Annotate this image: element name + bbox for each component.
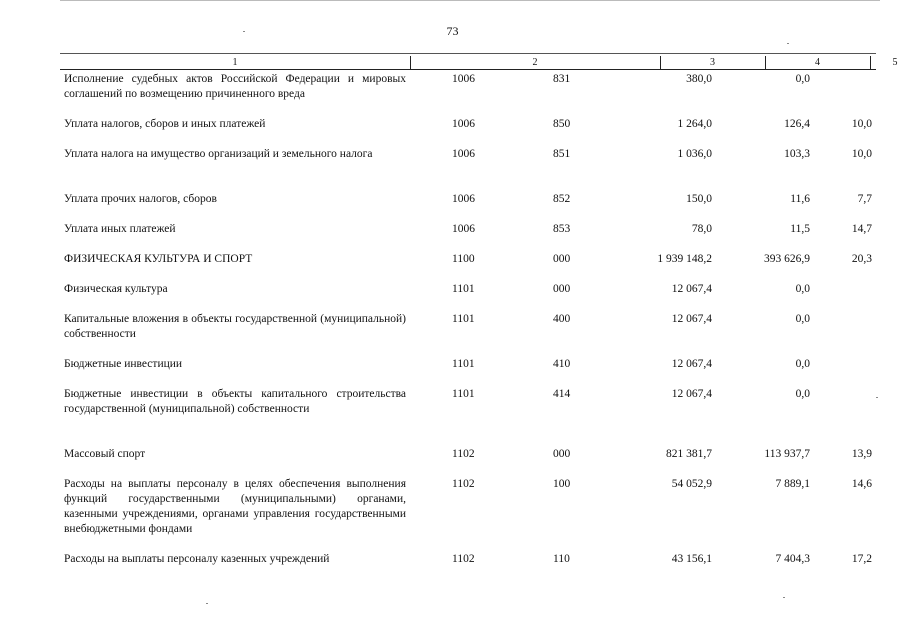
cell-actual: 0,0	[795, 358, 810, 370]
cell-plan: 12 067,4	[671, 358, 712, 370]
scan-speck	[206, 603, 208, 604]
cell-name: Расходы на выплаты персоналу в целях обеспечения выполнения функций государственными (муниципальными) органами, казенными учреждениями, органами управления государственными внебюджетными фондами	[64, 478, 406, 535]
header-col-1: 1	[232, 57, 238, 68]
cell-type: 414	[553, 388, 571, 400]
cell-section: 1101	[452, 283, 475, 295]
cell-section: 1100	[452, 253, 475, 265]
cell-actual: 11,6	[790, 193, 810, 205]
cell-type: 000	[553, 253, 571, 265]
header-col-3: 3	[710, 57, 715, 68]
scan-speck	[876, 397, 878, 398]
cell-type: 853	[553, 223, 571, 235]
cell-plan: 43 156,1	[671, 553, 712, 565]
cell-section: 1006	[452, 118, 475, 130]
cell-actual: 11,5	[790, 223, 810, 235]
cell-plan: 821 381,7	[666, 448, 712, 460]
cell-actual: 0,0	[795, 313, 810, 325]
cell-percent: 7,7	[857, 193, 872, 205]
cell-type: 410	[553, 358, 571, 370]
cell-name: ФИЗИЧЕСКАЯ КУЛЬТУРА И СПОРТ	[64, 253, 253, 265]
cell-type: 100	[553, 478, 571, 490]
cell-plan: 78,0	[691, 223, 712, 235]
table-header-row	[60, 56, 898, 70]
cell-plan: 12 067,4	[671, 283, 712, 295]
cell-name: Уплата налогов, сборов и иных платежей	[64, 118, 266, 130]
cell-actual: 7 404,3	[775, 553, 810, 565]
cell-type: 851	[553, 148, 571, 160]
cell-section: 1006	[452, 73, 475, 85]
cell-section: 1102	[452, 553, 475, 565]
cell-section: 1006	[452, 193, 475, 205]
cell-actual: 7 889,1	[775, 478, 810, 490]
cell-section: 1006	[452, 223, 475, 235]
cell-percent: 13,9	[851, 448, 872, 460]
cell-percent: 20,3	[851, 253, 872, 265]
cell-name: Массовый спорт	[64, 448, 146, 460]
cell-actual: 393 626,9	[764, 253, 810, 265]
cell-name: Капитальные вложения в объекты государственной (муниципальной) собственности	[64, 313, 406, 340]
cell-actual: 0,0	[795, 283, 810, 295]
cell-plan: 380,0	[686, 73, 712, 85]
scan-speck	[783, 597, 785, 598]
cell-section: 1101	[452, 358, 475, 370]
top-border-line	[60, 0, 880, 1]
cell-plan: 1 036,0	[677, 148, 712, 160]
scan-speck	[787, 43, 789, 44]
cell-actual: 113 937,7	[764, 448, 810, 460]
cell-plan: 1 264,0	[677, 118, 712, 130]
cell-name: Бюджетные инвестиции в объекты капитального строительства государственной (муниципальной) собственности	[64, 388, 406, 415]
cell-plan: 150,0	[686, 193, 712, 205]
cell-name: Бюджетные инвестиции	[64, 358, 183, 370]
cell-plan: 1 939 148,2	[657, 253, 712, 265]
cell-section: 1102	[452, 478, 475, 490]
cell-name: Физическая культура	[64, 283, 168, 295]
cell-type: 000	[553, 283, 571, 295]
cell-name: Расходы на выплаты персоналу казенных учреждений	[64, 553, 330, 565]
header-col-4: 4	[815, 57, 820, 68]
cell-plan: 54 052,9	[671, 478, 712, 490]
cell-name: Уплата иных платежей	[64, 223, 176, 235]
cell-name: Уплата налога на имущество организаций и земельного налога	[64, 148, 373, 160]
page-number: 73	[446, 24, 459, 38]
cell-actual: 0,0	[795, 73, 810, 85]
cell-percent: 10,0	[851, 118, 872, 130]
cell-section: 1101	[452, 388, 475, 400]
cell-section: 1006	[452, 148, 475, 160]
cell-name: Исполнение судебных актов Российской Федерации и мировых соглашений по возмещению причиненного вреда	[64, 73, 406, 100]
header-col-2: 2	[532, 57, 538, 68]
cell-actual: 0,0	[795, 388, 810, 400]
cell-actual: 103,3	[784, 148, 810, 160]
cell-type: 852	[553, 193, 571, 205]
cell-section: 1102	[452, 448, 475, 460]
cell-percent: 10,0	[851, 148, 872, 160]
cell-percent: 14,7	[851, 223, 872, 235]
cell-percent: 17,2	[851, 553, 872, 565]
cell-name: Уплата прочих налогов, сборов	[64, 193, 217, 205]
cell-type: 400	[553, 313, 571, 325]
cell-actual: 126,4	[784, 118, 810, 130]
cell-type: 110	[553, 553, 570, 565]
cell-type: 831	[553, 73, 571, 85]
header-col-5: 5	[892, 57, 898, 68]
table-header-top-line	[60, 53, 876, 54]
cell-plan: 12 067,4	[671, 388, 712, 400]
cell-section: 1101	[452, 313, 475, 325]
scan-speck	[243, 31, 245, 32]
cell-percent: 14,6	[851, 478, 872, 490]
cell-type: 000	[553, 448, 571, 460]
cell-type: 850	[553, 118, 571, 130]
cell-plan: 12 067,4	[671, 313, 712, 325]
